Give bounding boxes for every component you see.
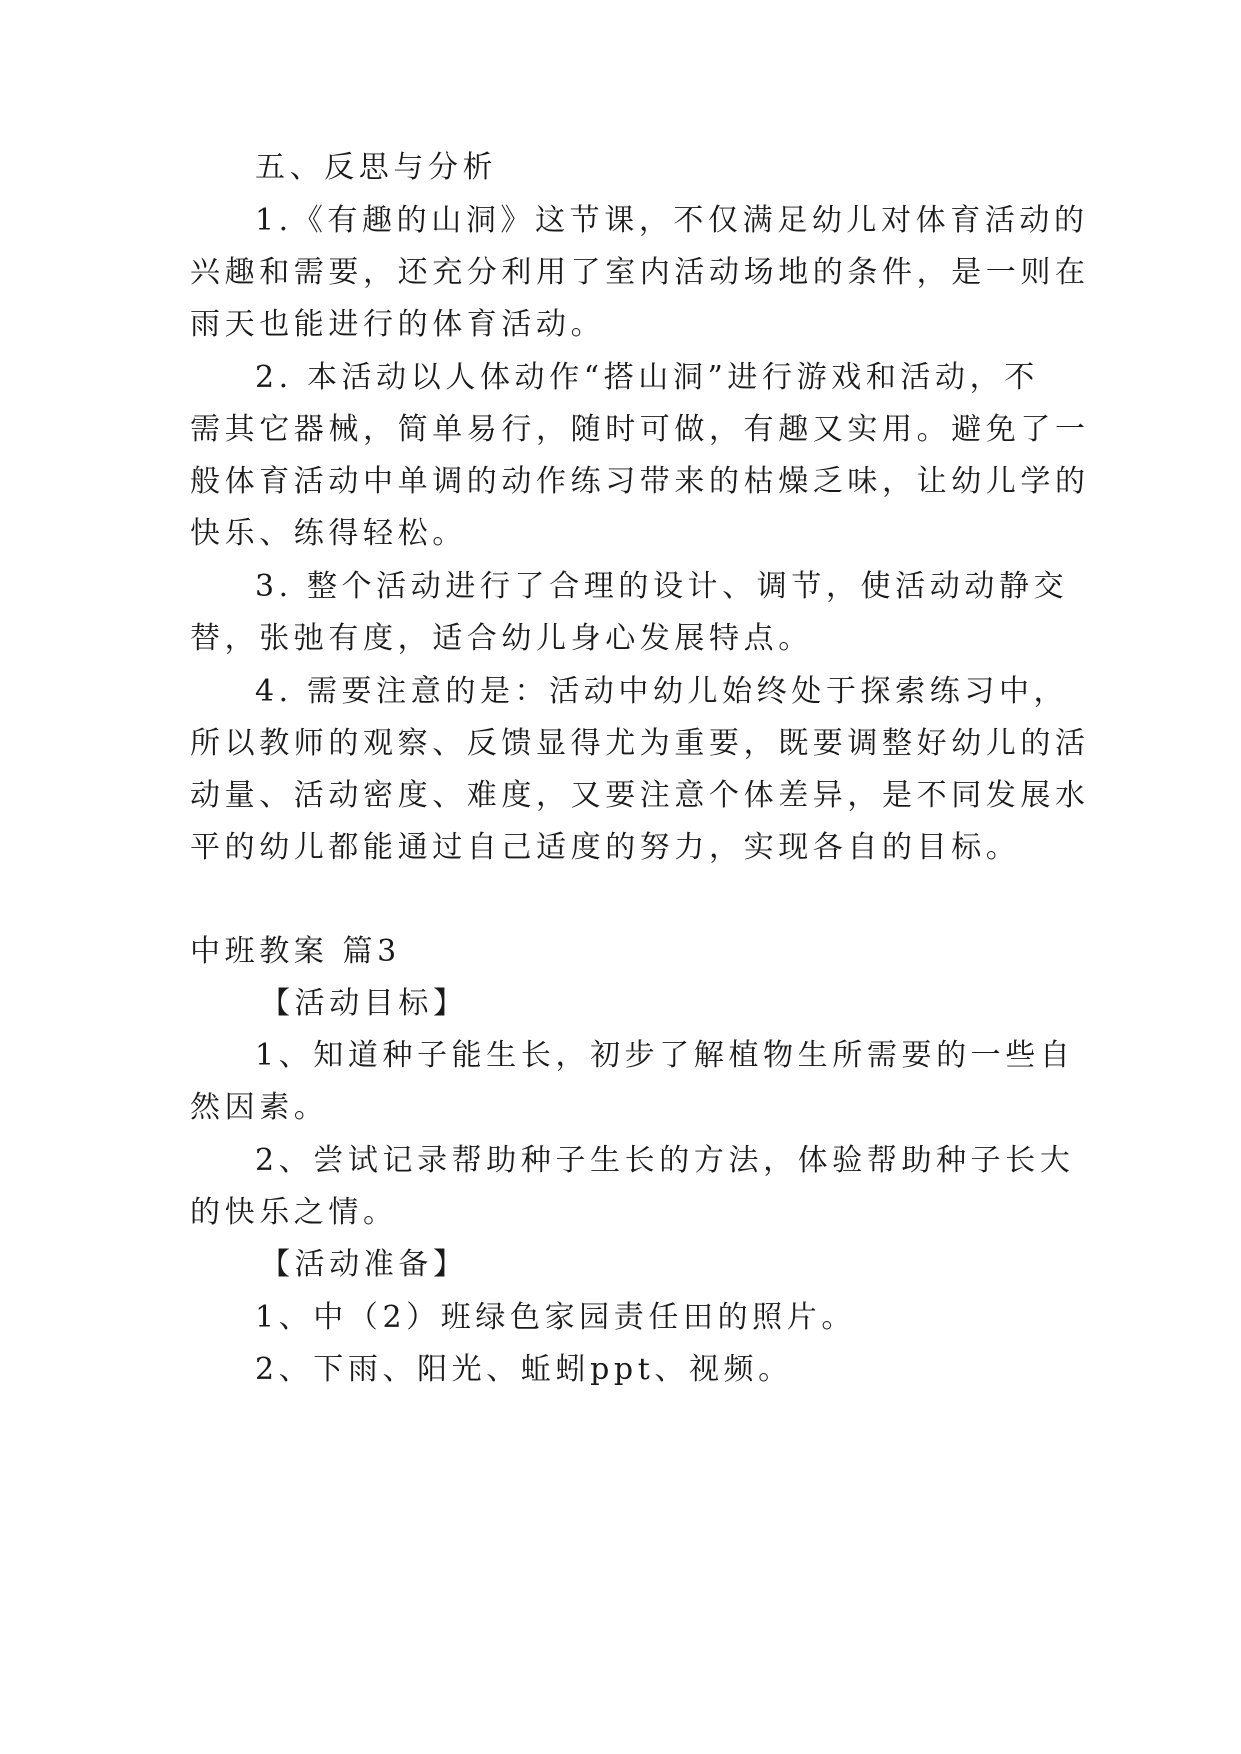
paragraph-line: 4. 需要注意的是：活动中幼儿始终处于探索练习中， [255,674,1069,709]
paragraph-line: 平的幼儿都能通过自己适度的努力，实现各自的目标。 [190,830,1021,865]
paragraph-line: 需其它器械，简单易行，随时可做，有趣又实用。避免了一 [190,412,1090,447]
paragraph-line: 1、知道种子能生长，初步了解植物生所需要的一些自 [255,1038,1075,1073]
section-heading: 五、反思与分析 [255,150,498,185]
paragraph-line: 2、下雨、阳光、蚯蚓ppt、视频。 [255,1352,793,1387]
goals-heading: 【活动目标】 [260,986,468,1021]
paragraph-line: 快乐、练得轻松。 [190,516,467,551]
article-title: 中班教案 篇3 [190,934,401,969]
paragraph-line: 替，张弛有度，适合幼儿身心发展特点。 [190,621,813,656]
paragraph-line: 2. 本活动以人体动作“搭山洞”进行游戏和活动，不 [255,360,1039,395]
paragraph-line: 兴趣和需要，还充分利用了室内活动场地的条件，是一则在 [190,255,1090,290]
paragraph-line: 2、尝试记录帮助种子生长的方法，体验帮助种子长大 [255,1143,1075,1178]
paragraph-line: 1、中（2）班绿色家园责任田的照片。 [255,1300,856,1335]
paragraph-line: 的快乐之情。 [190,1195,398,1230]
paragraph-line: 1.《有趣的山洞》这节课，不仅满足幼儿对体育活动的 [255,203,1089,238]
paragraph-line: 3. 整个活动进行了合理的设计、调节，使活动动静交 [255,569,1069,604]
paragraph-line: 动量、活动密度、难度，又要注意个体差异，是不同发展水 [190,778,1090,813]
paragraph-line: 般体育活动中单调的动作练习带来的枯燥乏味，让幼儿学的 [190,464,1090,499]
paragraph-line: 然因素。 [190,1090,329,1125]
paragraph-line: 雨天也能进行的体育活动。 [190,307,606,342]
prep-heading: 【活动准备】 [260,1247,468,1282]
paragraph-line: 所以教师的观察、反馈显得尤为重要，既要调整好幼儿的活 [190,726,1090,761]
